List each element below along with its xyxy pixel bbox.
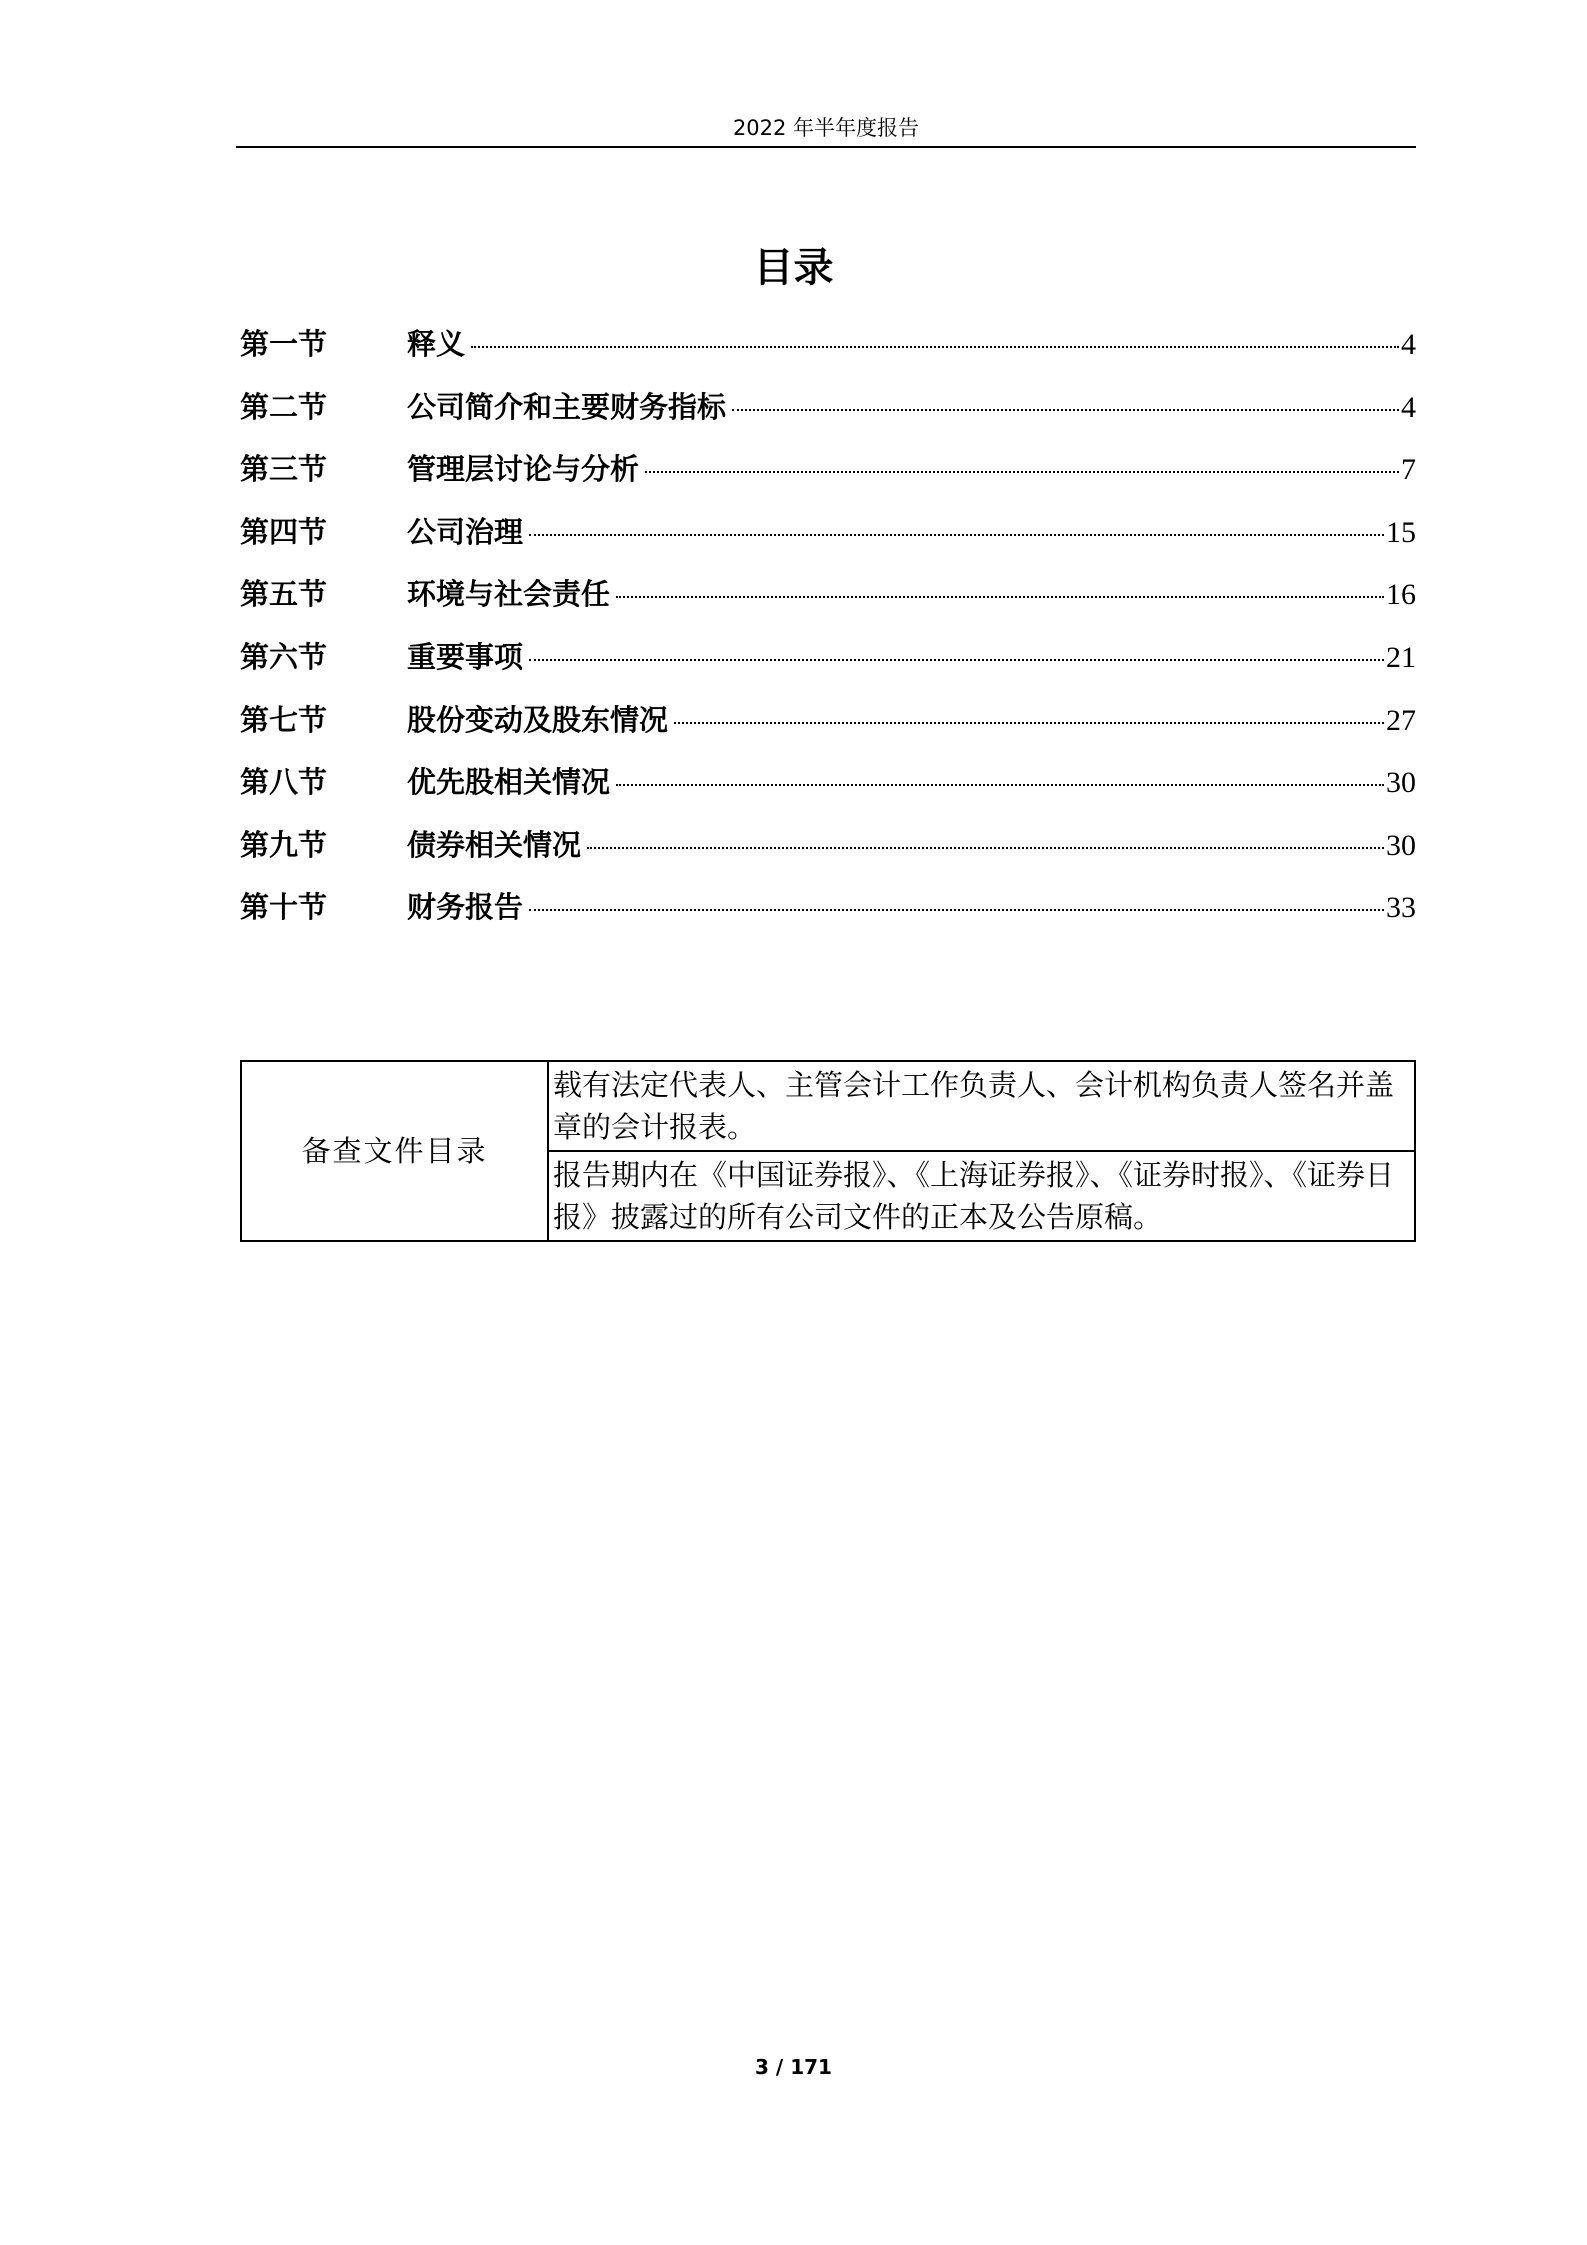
toc-section-title: 财务报告 [407,890,524,925]
table-row [241,1061,1415,1151]
toc-page-number: 15 [1386,515,1416,549]
toc-section-title: 公司简介和主要财务指标 [407,389,727,424]
toc-entry[interactable] [240,635,1416,698]
toc-page-number: 21 [1386,640,1416,674]
toc-dot-leader [616,596,1384,598]
toc-section-title: 债券相关情况 [407,827,582,862]
toc-entry[interactable] [240,572,1416,635]
toc-section-title: 释义 [407,327,466,361]
toc-section-number: 第四节 [240,514,328,549]
toc-section-title: 环境与社会责任 [407,577,611,612]
reference-docs-label: 备查文件目录 [241,1061,548,1241]
toc-section-number: 第一节 [240,327,328,361]
toc-dot-leader [529,659,1384,661]
toc-page-number: 7 [1401,453,1416,487]
toc-section-number: 第六节 [240,639,328,674]
toc-page-number: 33 [1386,891,1416,925]
reference-doc-item: 报告期内在《中国证券报》、《上海证券报》、《证券时报》、《证券日报》披露过的所有公司文件的正本及公告原稿。 [548,1151,1415,1241]
toc-page-number: 30 [1386,828,1416,862]
toc-dot-leader [645,471,1399,473]
toc-section-number: 第七节 [240,702,328,737]
toc-section-title: 公司治理 [407,514,524,549]
toc-page-number: 27 [1386,703,1416,737]
toc-dot-leader [471,346,1399,348]
page-header [236,110,1416,148]
toc-section-number: 第十节 [240,890,328,925]
toc-page-number: 4 [1401,328,1416,361]
report-title: 2022 年半年度报告 [732,116,920,140]
toc-page-number: 4 [1401,390,1416,424]
toc-section-number: 第二节 [240,389,328,424]
toc-section-number: 第八节 [240,765,328,800]
toc-entry[interactable] [240,447,1416,510]
toc-page-number: 16 [1386,578,1416,612]
toc-entry[interactable] [240,823,1416,886]
toc-title: 目录 [753,245,834,291]
toc-entry[interactable] [240,885,1416,948]
toc-dot-leader [529,534,1384,536]
toc-dot-leader [587,847,1384,849]
toc-section-title: 优先股相关情况 [407,765,611,800]
toc-dot-leader [529,909,1384,911]
toc-entry[interactable] [240,760,1416,823]
reference-doc-item: 载有法定代表人、主管会计工作负责人、会计机构负责人签名并盖章的会计报表。 [548,1061,1415,1151]
toc-section-number: 第三节 [240,452,328,487]
toc-section-number: 第五节 [240,577,328,612]
toc-page-number: 30 [1386,766,1416,800]
table-of-contents [240,322,1416,948]
toc-section-title: 管理层讨论与分析 [407,452,640,487]
toc-entry[interactable] [240,698,1416,761]
toc-dot-leader [674,722,1384,724]
toc-section-title: 重要事项 [407,639,524,674]
toc-section-number: 第九节 [240,827,328,862]
toc-section-title: 股份变动及股东情况 [407,702,669,737]
toc-dot-leader [732,409,1399,411]
toc-entry[interactable] [240,385,1416,448]
toc-entry[interactable] [240,322,1416,385]
toc-dot-leader [616,784,1384,786]
page-number-footer: 3 / 171 [755,2055,832,2079]
toc-entry[interactable] [240,510,1416,573]
reference-documents-table [240,1060,1416,1242]
